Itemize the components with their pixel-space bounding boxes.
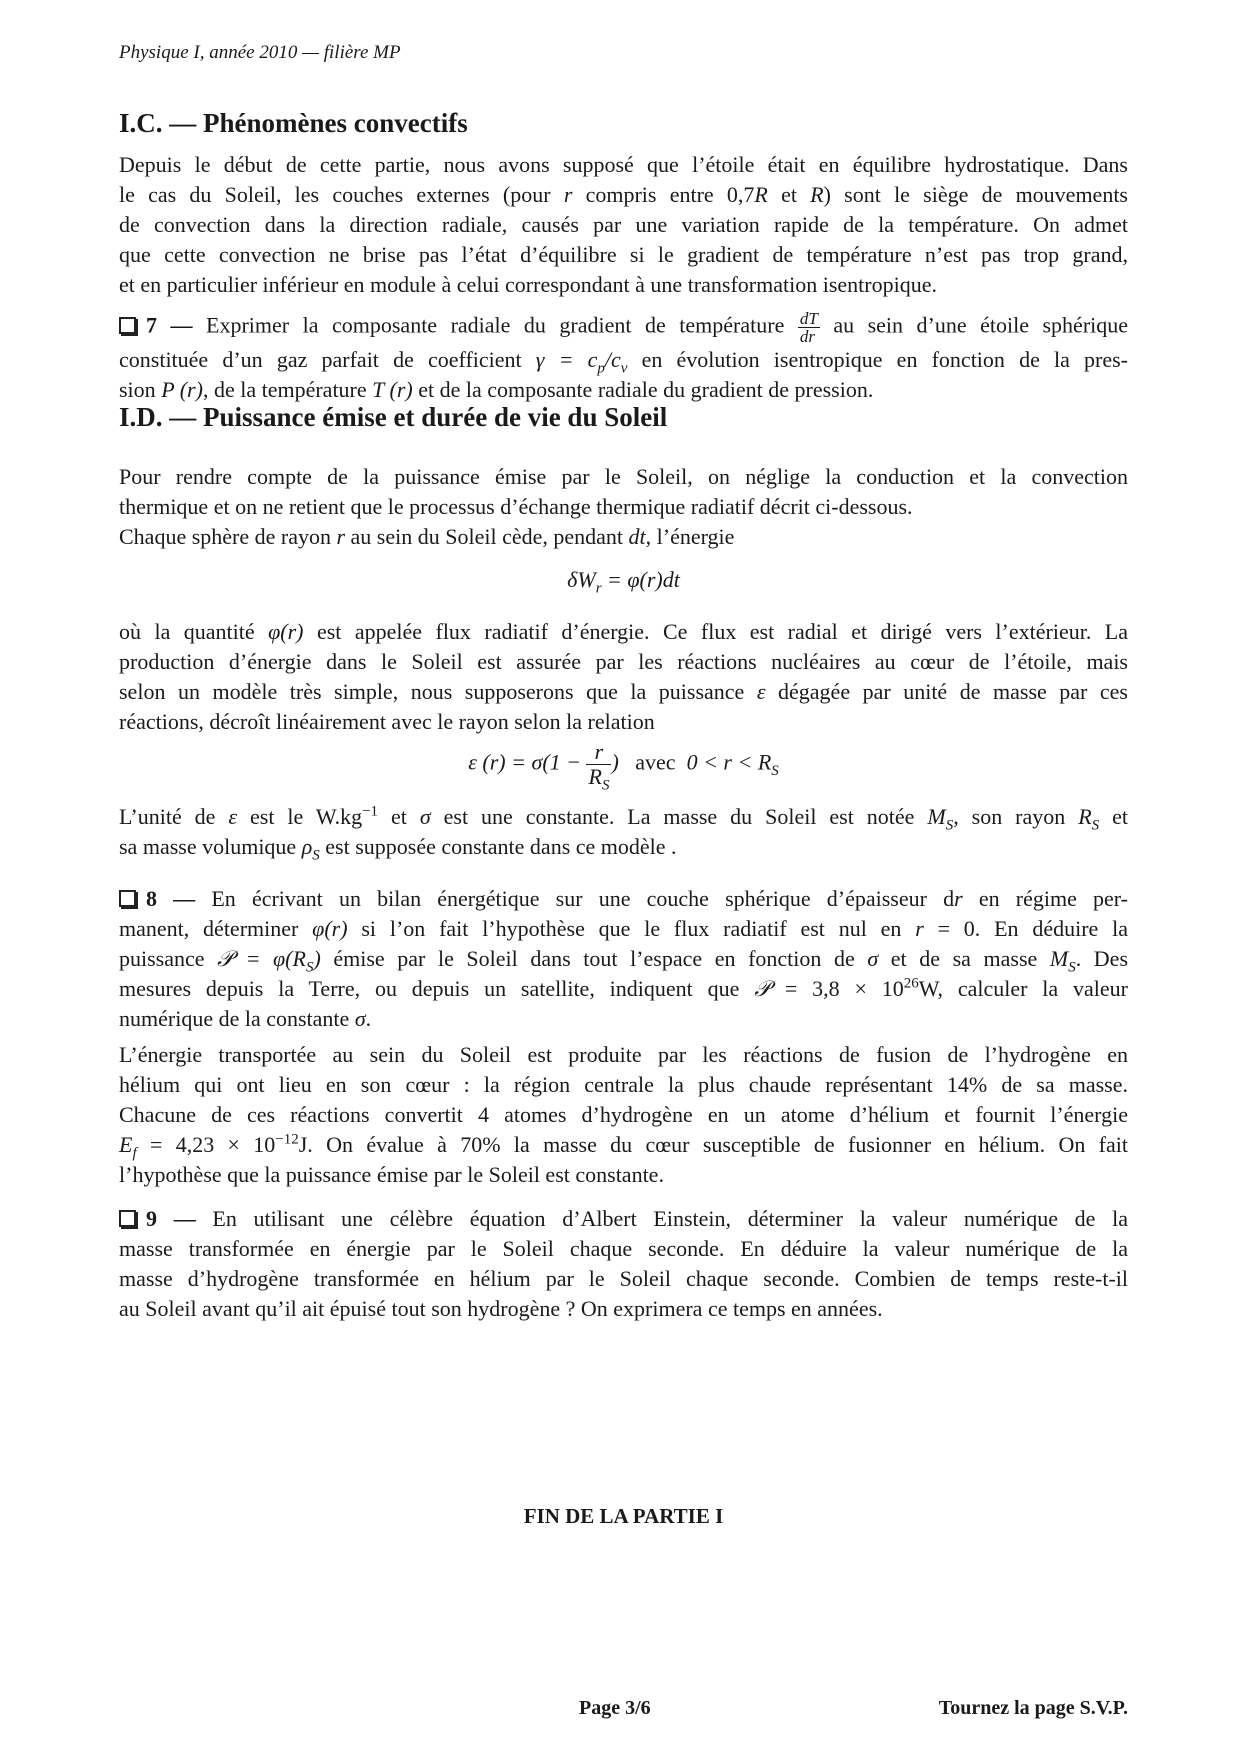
equation-epsilon: ε (r) = σ(1 − $\frac{r}{R_S}$ ) avec $0 < r < R_S$ [468,739,779,794]
text-line: 8 — En écrivant un bilan énergétique sur une couche sphérique d’épaisseur dr en régime per- [119,884,1128,914]
text-line: hélium qui ont lieu en son cœur : la région centrale la plus chaude représentant 14% de sa masse. [119,1072,1128,1097]
text-line: L’énergie transportée au sein du Soleil est produite par les réactions de fusion de l’hydrogène en [119,1042,1128,1067]
text-line: L’unité de ε est le $W.kg^{-1}$ et σ est une constante. La masse du Soleil est notée $M_S$, son rayon $R_S$ et [119,803,1128,834]
text-line: et en particulier inférieur en module à celui correspondant à une transformation isentropique. [119,272,937,297]
fraction-dT-dr: $\frac{dT}{dr}$ [799,309,818,346]
text-line: puissance 𝒫 = $\varphi(R_S)$ émise par le Soleil dans tout l’espace en fonction de σ et de sa masse $M_S$. Des [119,946,1129,976]
text-line: 9 — En utilisant une célèbre équation d’Albert Einstein, déterminer la valeur numérique de la [119,1204,1128,1234]
page-number: Page 3/6 [579,1697,651,1719]
text-line: sion P (r), de la température T (r) et de la composante radiale du gradient de pression. [119,377,874,402]
text-line: constituée d’un gaz parfait de coefficient $\gamma = c_p/c_v$ en évolution isentropique en fonction de la pres- [119,347,1128,377]
text-line: l’hypothèse que la puissance émise par le Soleil est constante. [119,1162,664,1187]
text-line: de convection dans la direction radiale, causés par une variation rapide de la température. On admet [119,212,1128,237]
paragraph-unites [119,802,1128,862]
text-line: masse d’hydrogène transformée en hélium par le Soleil chaque seconde. Combien de temps reste-t-il [119,1266,1128,1291]
end-of-part: FIN DE LA PARTIE I [523,1504,724,1528]
question-7 [119,310,1128,405]
text-line: selon un modèle très simple, nous supposerons que la puissance ε dégagée par unité de masse par ces [119,679,1128,704]
text-line: Depuis le début de cette partie, nous avons supposé que l’étoile était en équilibre hydrostatique. Dans [119,152,1128,177]
text-line: $E_f = 4,23 \times 10^{-12}J$. On évalue à 70% la masse du cœur susceptible de fusionner en hélium. On fait [119,1131,1128,1162]
equation-energy: $\delta W_r = \varphi(r)dt$ [567,567,680,597]
text-line: le cas du Soleil, les couches externes (pour r compris entre 0,7R et R) sont le siège de mouvements [119,182,1128,207]
text-line: sa masse volumique $\rho_S$ est supposée constante dans ce modèle . [119,834,677,864]
text-line: masse transformée en énergie par le Soleil chaque seconde. En déduire la valeur numérique de la [119,1236,1128,1261]
text-line: production d’énergie dans le Soleil est assurée par les réactions nucléaires au cœur de l’étoile, mais [119,649,1128,674]
fraction-r-over-Rs: $\frac{r}{R_S}$ [588,739,610,794]
text-line: que cette convection ne brise pas l’état d’équilibre si le gradient de température n’est pas trop grand, [119,242,1128,267]
section-title-id: I.D. — Puissance émise et durée de vie du Soleil [119,402,668,432]
text-line: réactions, décroît linéairement avec le rayon selon la relation [119,709,655,734]
paragraph-flux [119,617,1128,737]
text-line: au Soleil avant qu’il ait épuisé tout son hydrogène ? On exprimera ce temps en années. [119,1296,883,1321]
text-line: thermique et on ne retient que le processus d’échange thermique radiatif décrit ci-dessous. [119,494,913,519]
text-line: où la quantité φ(r) est appelée flux radiatif d’énergie. Ce flux est radial et dirigé vers l’extérieur. La [119,619,1128,644]
paragraph-convection [119,150,1128,300]
question-checkbox-icon [119,1210,136,1227]
text-line: manent, déterminer φ(r) si l’on fait l’hypothèse que le flux radiatif est nul en r = 0. En déduire la [119,916,1128,941]
paragraph-radiatif [119,462,1128,552]
turn-page-note: Tournez la page S.V.P. [938,1697,1128,1719]
question-checkbox-icon [119,317,136,334]
question-checkbox-icon [119,890,136,907]
running-header: Physique I, année 2010 — filière MP [119,42,401,63]
text-line: mesures depuis la Terre, ou depuis un satellite, indiquent que 𝒫 = $3,8 \times 10^{26}W$, calculer la valeur [119,975,1128,1001]
text-line: 7 — Exprimer la composante radiale du gradient de température $\frac{dT}{dr}$ au sein d’une étoile sphérique [119,310,1128,345]
text-line: Chaque sphère de rayon r au sein du Soleil cède, pendant dt, l’énergie [119,524,735,549]
text-line: Chacune de ces réactions convertit 4 atomes d’hydrogène en un atome d’hélium et fournit l’énergie [119,1102,1128,1127]
question-number: 8 — [146,886,196,911]
paragraph-fusion [119,1040,1128,1190]
text-line: numérique de la constante σ. [119,1006,372,1031]
text-line: Pour rendre compte de la puissance émise par le Soleil, on néglige la conduction et la convection [119,464,1128,489]
question-number: 9 — [146,1206,196,1231]
question-9 [119,1204,1128,1324]
question-number: 7 — [146,312,193,338]
section-title-ic: I.C. — Phénomènes convectifs [119,108,468,138]
question-8 [119,884,1128,1034]
